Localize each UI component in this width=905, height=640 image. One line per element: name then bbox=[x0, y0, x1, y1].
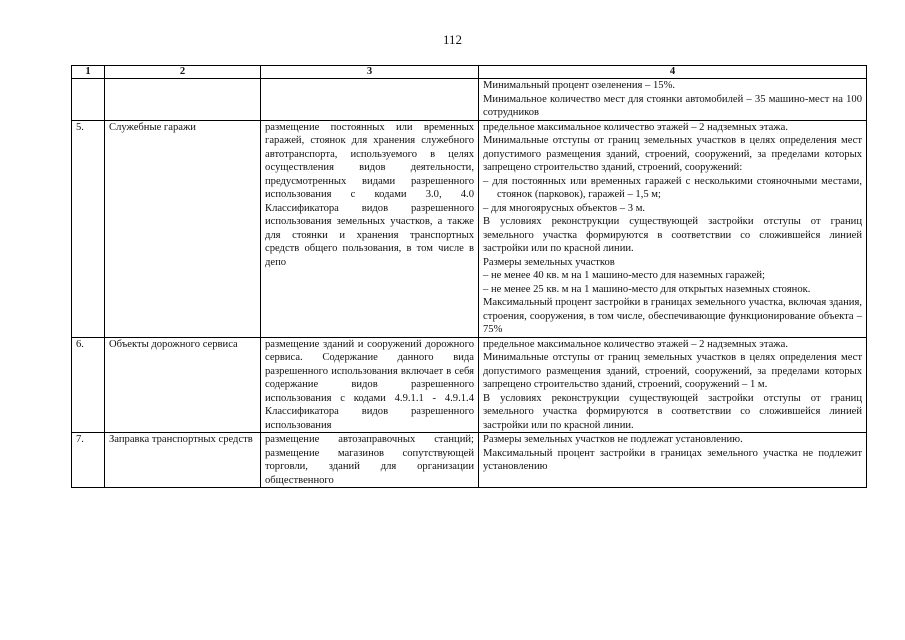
param-line: предельное максимальное количество этажей – 2 надземных этажа. bbox=[483, 121, 788, 133]
param-line: Максимальный процент застройки в границах земельного участка, включая здания, строения, сооружения, в том числе, обеспечивающие функционирование объекта – 75% bbox=[483, 297, 862, 335]
table-row bbox=[72, 433, 867, 488]
cell-params bbox=[479, 337, 867, 433]
cell-params bbox=[479, 433, 867, 488]
cell-desc bbox=[261, 120, 479, 337]
cell-desc bbox=[261, 337, 479, 433]
table-row bbox=[72, 337, 867, 433]
desc-text: размещение зданий и сооружений дорожного сервиса. Содержание данного вида разрешенного использования включает в себя содержание видов разрешенного использования с кодами 4.9.1.1 - 4.9.1.4 Классификатора видов разрешенного использования bbox=[265, 338, 474, 431]
cell-num: 6. bbox=[72, 337, 105, 433]
table-header-row bbox=[72, 66, 867, 79]
cell-name bbox=[105, 79, 261, 121]
cell-num: 5. bbox=[72, 120, 105, 337]
param-line: Максимальный процент застройки в границах земельного участка не подлежит установлению bbox=[483, 447, 862, 472]
cell-desc bbox=[261, 433, 479, 488]
param-line: В условиях реконструкции существующей застройки отступы от границ земельного участка формируются в соответствии со сложившейся линией застройки или по красной линии. bbox=[483, 392, 862, 431]
header-cell: 3 bbox=[261, 66, 479, 79]
param-line: Размеры земельных участков bbox=[483, 256, 615, 268]
param-list-item: – для многоярусных объектов – 3 м. bbox=[483, 202, 646, 214]
desc-text: размещение автозаправочных станций; размещение магазинов сопутствующей торговли, зданий для организации общественного bbox=[265, 434, 474, 486]
table-row-continuation bbox=[72, 79, 867, 121]
param-list-item: – не менее 25 кв. м на 1 машино-место для открытых наземных стоянок. bbox=[483, 283, 811, 295]
param-line: Размеры земельных участков не подлежат установлению. bbox=[483, 434, 743, 445]
param-line: Минимальные отступы от границ земельных участков в целях определения мест допустимого размещения зданий, строений, сооружений, за пределами которых запрещено строительство зданий, строений, сооружений – 1 м. bbox=[483, 352, 862, 390]
cell-params bbox=[479, 79, 867, 121]
page-number: 112 bbox=[442, 32, 463, 47]
param-list-item: – не менее 40 кв. м на 1 машино-место для наземных гаражей; bbox=[483, 270, 765, 281]
header-cell: 4 bbox=[479, 66, 867, 79]
cell-params bbox=[479, 120, 867, 337]
zoning-table bbox=[71, 65, 867, 488]
param-line: предельное максимальное количество этажей – 2 надземных этажа. bbox=[483, 338, 788, 350]
cell-name: Заправка транспортных средств bbox=[105, 433, 261, 488]
desc-text: размещение постоянных или временных гаражей, стоянок для хранения служебного автотранспорта, используемого в целях осуществления видов деятельности, предусмотренных видами разрешенного использования с кодами 3.0, 4.0 Классификатора видов разрешенного использования земельных участков, а также для стоянки и хранения транспортных средств общего пользования, в том числе в депо bbox=[265, 121, 474, 268]
param-line: Минимальное количество мест для стоянки автомобилей – 35 машино-мест на 100 сотрудников bbox=[483, 93, 862, 118]
header-cell: 2 bbox=[105, 66, 261, 79]
param-line: В условиях реконструкции существующей застройки отступы от границ земельного участка формируются в соответствии со сложившейся линией застройки или по красной линии. bbox=[483, 216, 862, 254]
param-line: Минимальные отступы от границ земельных участков в целях определения мест допустимого размещения зданий, строений, сооружений, за пределами которых запрещено строительство зданий, строений, сооружений: bbox=[483, 135, 862, 173]
cell-num bbox=[72, 79, 105, 121]
header-cell: 1 bbox=[72, 66, 105, 79]
param-list-item: – для постоянных или временных гаражей с несколькими стояночными местами, стоянок (парковок), гаражей – 1,5 м; bbox=[483, 175, 862, 200]
cell-desc bbox=[261, 79, 479, 121]
cell-num: 7. bbox=[72, 433, 105, 488]
cell-name: Служебные гаражи bbox=[105, 120, 261, 337]
param-line: Минимальный процент озеленения – 15%. bbox=[483, 80, 676, 91]
cell-name: Объекты дорожного сервиса bbox=[105, 337, 261, 433]
table-row bbox=[72, 120, 867, 337]
